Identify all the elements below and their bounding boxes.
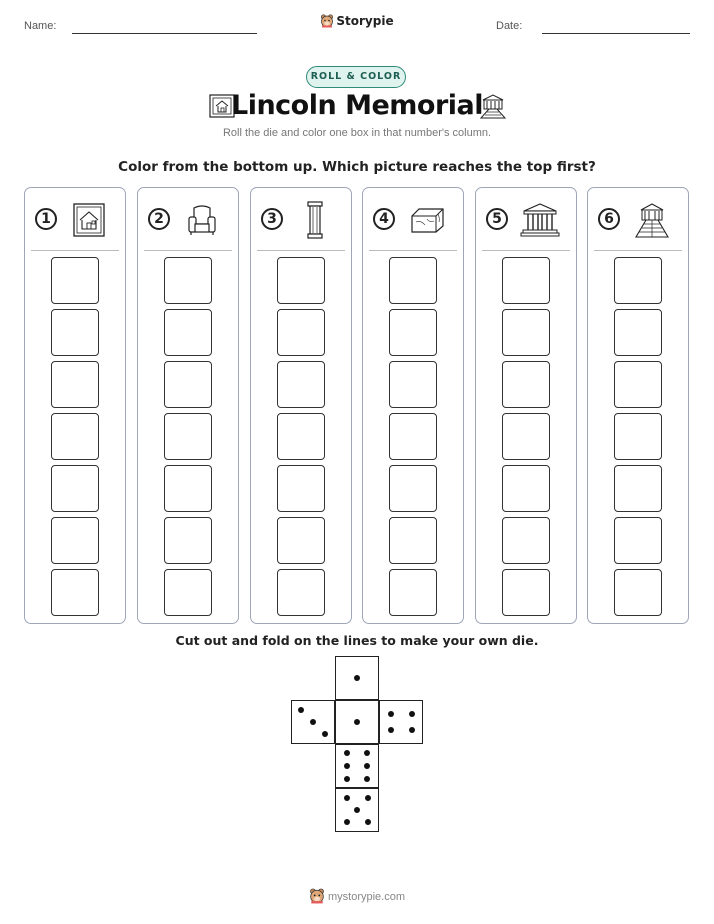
- die-face-6: [335, 744, 379, 788]
- color-box[interactable]: [164, 309, 212, 356]
- die-pip: [388, 727, 394, 733]
- column-number: 1: [35, 208, 57, 230]
- marble-block-icon: [407, 200, 447, 240]
- color-box[interactable]: [614, 309, 662, 356]
- color-box[interactable]: [389, 309, 437, 356]
- blueprint-icon: [69, 200, 109, 240]
- color-box[interactable]: [389, 465, 437, 512]
- color-box[interactable]: [614, 517, 662, 564]
- color-box[interactable]: [51, 413, 99, 460]
- color-box[interactable]: [502, 309, 550, 356]
- column-number: 2: [148, 208, 170, 230]
- color-box[interactable]: [502, 517, 550, 564]
- die-face-1: [335, 656, 379, 700]
- memorial-title-icon: [478, 92, 508, 120]
- armchair-icon: [182, 200, 222, 240]
- color-box[interactable]: [164, 517, 212, 564]
- color-box[interactable]: [502, 361, 550, 408]
- column-icon: [295, 200, 335, 240]
- name-label: Name:: [24, 20, 57, 32]
- die-pip: [354, 675, 360, 681]
- die-pip: [364, 763, 370, 769]
- memorial-steps-icon: [632, 200, 672, 240]
- subtitle: Roll the die and color one box in that number's column.: [222, 127, 492, 139]
- date-label: Date:: [496, 20, 523, 32]
- column-3: [250, 187, 352, 624]
- color-box[interactable]: [614, 361, 662, 408]
- color-box[interactable]: [502, 413, 550, 460]
- die-face-4: [379, 700, 423, 744]
- memorial-building-icon: [520, 200, 560, 240]
- footer: [0, 888, 714, 904]
- column-number: 6: [598, 208, 620, 230]
- color-box[interactable]: [277, 413, 325, 460]
- color-box[interactable]: [389, 361, 437, 408]
- color-box[interactable]: [277, 569, 325, 616]
- die-pip: [322, 731, 328, 737]
- color-box[interactable]: [164, 361, 212, 408]
- column-number: 5: [486, 208, 508, 230]
- column-number: 4: [373, 208, 395, 230]
- die-pip: [344, 750, 350, 756]
- color-box[interactable]: [502, 465, 550, 512]
- activity-badge: ROLL & COLOR: [306, 66, 406, 88]
- column-1: [24, 187, 126, 624]
- storypie-bear-icon: [309, 888, 325, 904]
- footer-url: mystorypie.com: [327, 891, 406, 903]
- color-box[interactable]: [51, 309, 99, 356]
- column-6: [587, 187, 689, 624]
- color-box[interactable]: [389, 413, 437, 460]
- column-4: [362, 187, 464, 624]
- die-pip: [354, 719, 360, 725]
- color-box[interactable]: [389, 569, 437, 616]
- color-box[interactable]: [277, 517, 325, 564]
- color-box[interactable]: [614, 569, 662, 616]
- die-pip: [298, 707, 304, 713]
- color-box[interactable]: [277, 361, 325, 408]
- color-box[interactable]: [164, 569, 212, 616]
- die-pip: [409, 711, 415, 717]
- color-box[interactable]: [502, 257, 550, 304]
- die-pip: [365, 819, 371, 825]
- storypie-bear-icon: [320, 14, 334, 28]
- color-box[interactable]: [389, 517, 437, 564]
- color-box[interactable]: [277, 257, 325, 304]
- die-pip: [344, 795, 350, 801]
- color-box[interactable]: [277, 465, 325, 512]
- die-pip: [365, 795, 371, 801]
- column-number: 3: [261, 208, 283, 230]
- color-box[interactable]: [51, 257, 99, 304]
- date-line: [542, 33, 690, 34]
- color-box[interactable]: [51, 569, 99, 616]
- color-box[interactable]: [614, 413, 662, 460]
- color-box[interactable]: [389, 257, 437, 304]
- color-box[interactable]: [51, 517, 99, 564]
- color-box[interactable]: [502, 569, 550, 616]
- die-pip: [344, 763, 350, 769]
- color-box[interactable]: [164, 413, 212, 460]
- die-pip: [344, 819, 350, 825]
- instruction: Color from the bottom up. Which picture reaches the top first?: [118, 159, 596, 175]
- name-line: [72, 33, 257, 34]
- color-box[interactable]: [164, 465, 212, 512]
- brand-logo: [0, 14, 714, 28]
- color-box[interactable]: [614, 257, 662, 304]
- die-pip: [364, 776, 370, 782]
- die-pip: [310, 719, 316, 725]
- die-face-5: [335, 788, 379, 832]
- color-box[interactable]: [614, 465, 662, 512]
- die-pip: [344, 776, 350, 782]
- die-face-3: [291, 700, 335, 744]
- color-box[interactable]: [51, 361, 99, 408]
- page-title: Lincoln Memorial: [230, 90, 484, 121]
- die-pip: [364, 750, 370, 756]
- color-box[interactable]: [51, 465, 99, 512]
- color-box[interactable]: [277, 309, 325, 356]
- die-face-1: [335, 700, 379, 744]
- brand-name: Storypie: [336, 14, 394, 28]
- column-5: [475, 187, 577, 624]
- die-pip: [409, 727, 415, 733]
- cut-instruction: Cut out and fold on the lines to make your own die.: [175, 633, 539, 648]
- die-pip: [388, 711, 394, 717]
- die-pip: [354, 807, 360, 813]
- column-2: [137, 187, 239, 624]
- color-box[interactable]: [164, 257, 212, 304]
